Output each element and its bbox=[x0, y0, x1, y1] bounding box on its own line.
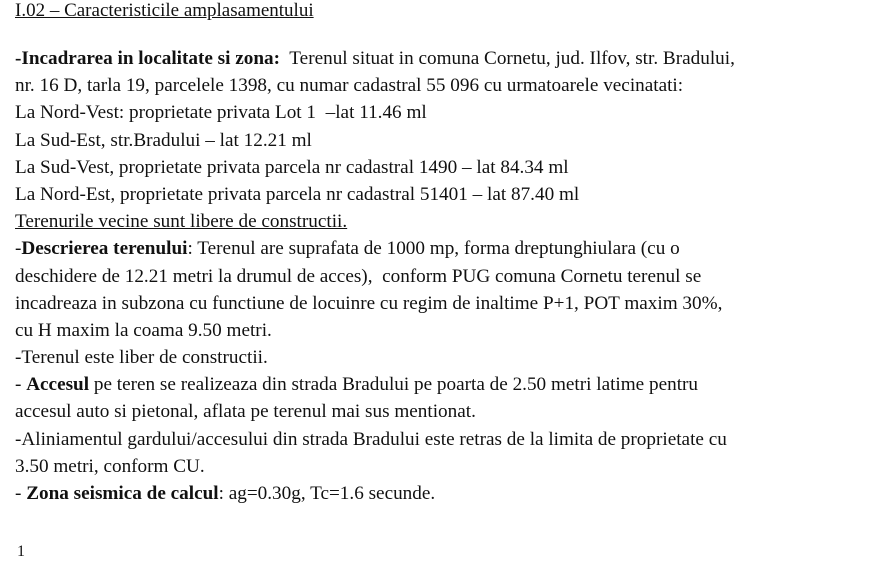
page-number: 1 bbox=[17, 543, 25, 560]
incadrare-line-2: nr. 16 D, tarla 19, parcelele 1398, cu numar cadastral 55 096 cu urmatoarele vecinatati: bbox=[15, 75, 684, 97]
descriere-label: Descrierea terenului bbox=[21, 238, 188, 260]
seismic-colon: : bbox=[218, 483, 224, 504]
incadrare-line-1 bbox=[15, 45, 883, 72]
acces-label: Accesul bbox=[26, 374, 90, 396]
vecinatate-nord-est: La Nord-Est, proprietate privata parcela nr cadastral 51401 – lat 87.40 ml bbox=[15, 183, 580, 205]
descriere-prefix: - bbox=[15, 238, 22, 260]
descriere-colon: : bbox=[187, 238, 193, 260]
aliniament-line-1: -Aliniamentul gardului/accesului din strada Bradului este retras de la limita de proprietate cu bbox=[15, 428, 727, 450]
descriere-line-3: incadreaza in subzona cu functiune de locuinre cu regim de inaltime P+1, POT maxim 30%, bbox=[15, 292, 723, 314]
acces-text-1: pe teren se realizeaza din strada Bradului pe poarta de 2.50 metri latime pentru bbox=[89, 374, 699, 396]
incadrare-label: -Incadrarea in localitate si zona bbox=[15, 48, 274, 69]
descriere-line-1 bbox=[15, 235, 883, 262]
document-page bbox=[15, 0, 883, 504]
descriere-line-4: cu H maxim la coama 9.50 metri. bbox=[15, 319, 272, 341]
vecinatate-sud-vest: La Sud-Vest, proprietate privata parcela nr cadastral 1490 – lat 84.34 ml bbox=[15, 156, 569, 178]
document-body bbox=[15, 45, 883, 507]
liber-line: -Terenul este liber de constructii. bbox=[15, 347, 268, 369]
seismic-line bbox=[15, 480, 883, 507]
vecini-note-line bbox=[15, 208, 883, 235]
acces-line-1 bbox=[15, 371, 883, 398]
aliniament-line-2: 3.50 metri, conform CU. bbox=[15, 455, 205, 477]
vecini-note: Terenurile vecine sunt libere de constructii. bbox=[15, 211, 348, 233]
section-heading: I.02 – Caracteristicile amplasamentului bbox=[15, 0, 314, 21]
acces-line-2: accesul auto si pietonal, aflata pe terenul mai sus mentionat. bbox=[15, 401, 476, 423]
vecinatate-nord-vest: La Nord-Vest: proprietate privata Lot 1 –lat 11.46 ml bbox=[15, 102, 427, 124]
descriere-text-1: Terenul are suprafata de 1000 mp, forma dreptunghiulara (cu o bbox=[192, 238, 680, 260]
acces-prefix: - bbox=[15, 374, 27, 396]
seismic-label: Zona seismica de calcul bbox=[26, 483, 219, 504]
vecinatate-sud-est: La Sud-Est, str.Bradului – lat 12.21 ml bbox=[15, 129, 312, 151]
incadrare-colon: : bbox=[273, 48, 281, 69]
descriere-line-2: deschidere de 12.21 metri la drumul de acces), conform PUG comuna Cornetu terenul se bbox=[15, 265, 702, 287]
seismic-prefix: - bbox=[15, 483, 27, 504]
seismic-text: ag=0.30g, Tc=1.6 secunde. bbox=[223, 483, 436, 504]
incadrare-text-1: Terenul situat in comuna Cornetu, jud. Ilfov, str. Bradului, bbox=[280, 48, 735, 69]
